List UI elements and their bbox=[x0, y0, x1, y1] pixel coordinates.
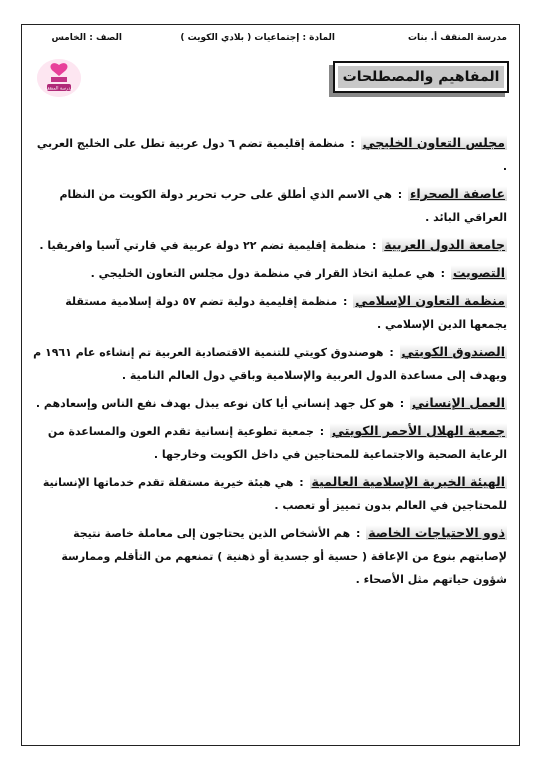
term-separator: : bbox=[399, 397, 409, 410]
term-heading: منظمة التعاون الإسلامي bbox=[355, 293, 505, 308]
definition-entry bbox=[32, 261, 507, 285]
term-heading: التصويت bbox=[452, 265, 505, 280]
term-separator: : bbox=[440, 267, 449, 280]
term-separator: : bbox=[397, 188, 406, 201]
page-title: المفاهيم والمصطلحات bbox=[338, 66, 504, 88]
term-heading: العمل الإنساني bbox=[412, 395, 505, 410]
term-separator: : bbox=[389, 346, 398, 359]
term-separator: : bbox=[371, 239, 381, 252]
definition-entry bbox=[32, 521, 507, 591]
school-name: مدرسة المنقف أ. بنات bbox=[407, 33, 507, 43]
term-heading: مجلس التعاون الخليجي bbox=[362, 135, 505, 150]
term-heading: جمعية الهلال الأحمر الكويتي bbox=[331, 423, 505, 438]
definition-entry bbox=[32, 340, 507, 387]
term-heading: عاصفة الصحراء bbox=[410, 186, 505, 201]
term-definition: هي الاسم الذي أطلق على حرب تحرير دولة الكويت من النظام العراقي البائد . bbox=[59, 188, 507, 224]
term-heading: الهيئة الخيرية الإسلامية العالمية bbox=[311, 474, 505, 489]
term-heading: جامعة الدول العربية bbox=[384, 237, 505, 252]
page-header bbox=[32, 31, 507, 45]
term-separator: : bbox=[350, 137, 359, 150]
term-heading: ذوو الاحتياجات الخاصة bbox=[368, 525, 505, 540]
term-definition: جمعية تطوعية إنسانية تقدم العون والمساعدة من الرعاية الصحية والاجتماعية للمحتاجين في داخل الكويت وخارجها . bbox=[47, 425, 507, 461]
school-logo bbox=[37, 59, 81, 97]
worksheet-page bbox=[21, 24, 520, 746]
term-separator: : bbox=[319, 425, 328, 438]
term-separator: : bbox=[343, 295, 352, 308]
term-definition: هي عملية اتخاذ القرار في منظمة دول مجلس التعاون الخليجي . bbox=[90, 267, 435, 280]
term-separator: : bbox=[299, 476, 308, 489]
grade-label: الصف : الخامس bbox=[51, 33, 122, 43]
subject-label: المادة : إجتماعيات ( بلادي الكويت ) bbox=[180, 33, 335, 43]
school-logo-icon bbox=[37, 59, 81, 97]
term-definition: منظمة إقليمية دولية تضم ٥٧ دولة إسلامية مستقلة يجمعها الدين الإسلامي . bbox=[65, 295, 507, 331]
term-definition: هي هيئة خيرية مستقلة تقدم خدماتها الإنسانية للمحتاجين في العالم بدون تمييز أو تعصب . bbox=[42, 476, 507, 512]
term-definition: منظمة إقليمية تضم ٦ دول عربية تطل على الخليج العربي . bbox=[36, 137, 507, 173]
term-separator: : bbox=[356, 527, 365, 540]
title-box bbox=[333, 61, 509, 93]
term-definition: هو كل جهد إنساني أيا كان نوعه يبذل بهدف نفع الناس وإسعادهم . bbox=[35, 397, 394, 410]
definition-entry bbox=[32, 233, 507, 257]
definition-entry bbox=[32, 182, 507, 229]
logo-text: مدرسة المنقف bbox=[44, 86, 74, 92]
term-definition: هوصندوق كويتي للتنمية الاقتصادية العربية تم إنشاءه عام ١٩٦١ م ويهدف إلى مساعدة الدول العربية والإسلامية وباقي دول العالم النامية . bbox=[33, 346, 507, 382]
definition-entry bbox=[32, 470, 507, 517]
definition-entry bbox=[32, 391, 507, 415]
definition-entry bbox=[32, 131, 507, 178]
term-definition: هم الأشخاص الذين يحتاجون إلى معاملة خاصة نتيجة لإصابتهم بنوع من الإعاقة ( حسية أو جسدية أو ذهنية ) تمنعهم من التأقلم وممارسة شؤون حياتهم مثل الأصحاء . bbox=[61, 527, 507, 586]
term-definition: منظمة إقليمية تضم ٢٢ دولة عربية في قارتي آسيا وافريقيا . bbox=[39, 239, 367, 252]
definition-entry bbox=[32, 419, 507, 466]
definitions-list bbox=[32, 131, 507, 595]
definition-entry bbox=[32, 289, 507, 336]
term-heading: الصندوق الكويتي bbox=[401, 344, 505, 359]
